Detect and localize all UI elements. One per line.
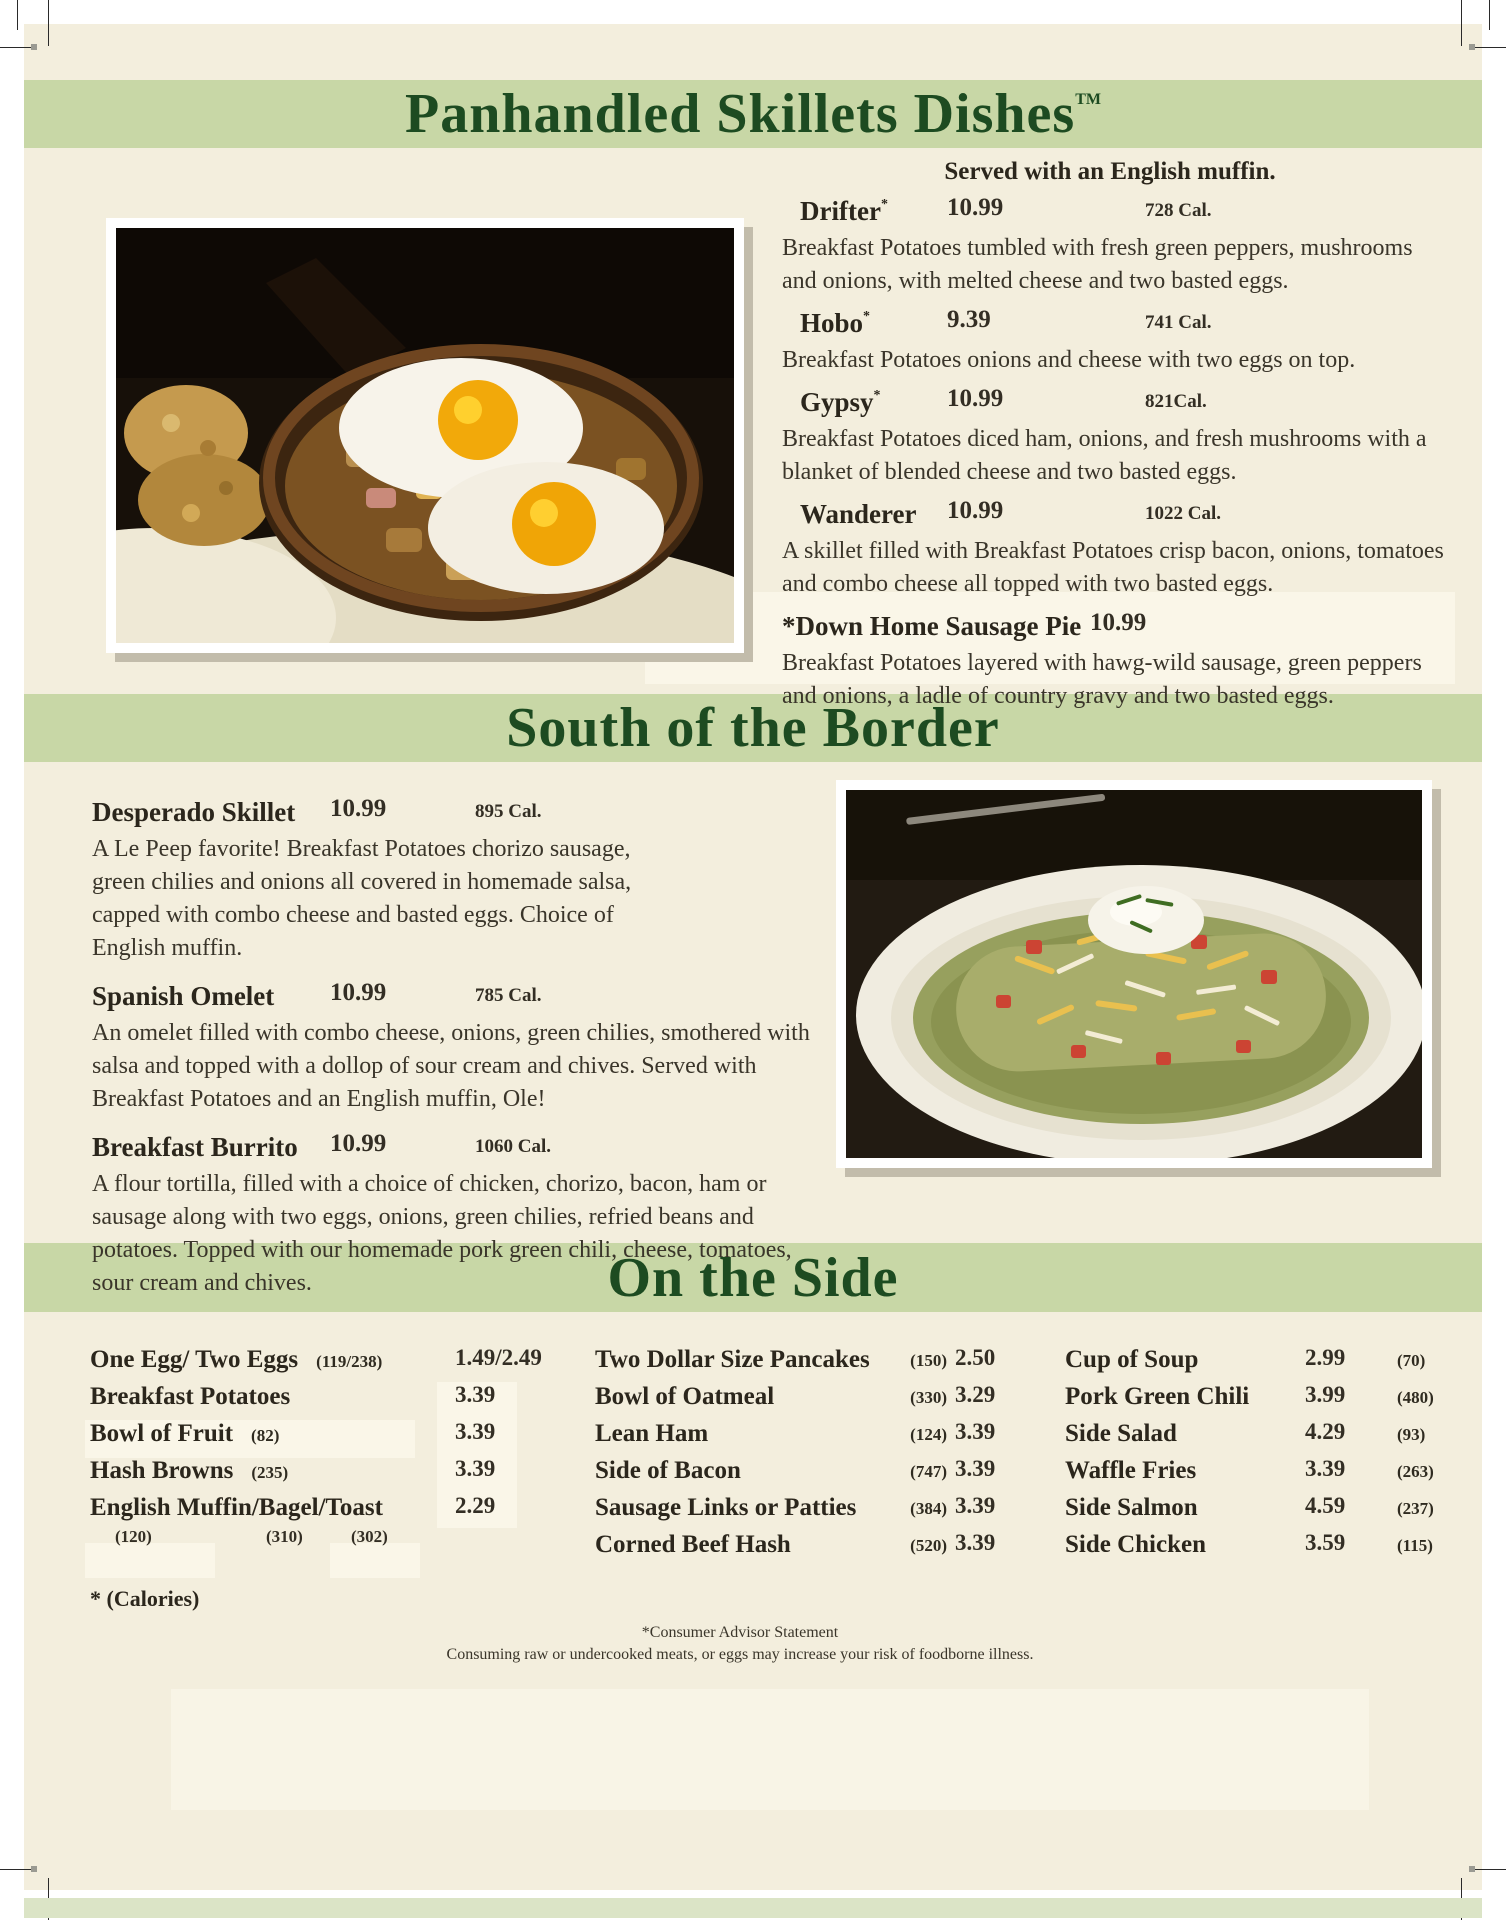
side-item (595, 1383, 1015, 1413)
registration-square (1469, 1866, 1475, 1872)
side-item-price: 2.29 (455, 1493, 496, 1518)
side-item-price: 3.39 (455, 1382, 496, 1407)
side-item (1065, 1531, 1485, 1561)
menu-item-description: An omelet filled with combo cheese, onions, green chilies, smothered with salsa and topped with a dollop of sour cream and chives. Served with Breakfast Potatoes and an English muffin, Ole! (92, 1020, 810, 1112)
menu-item-description: Breakfast Potatoes diced ham, onions, and fresh mushrooms with a blanket of blended cheese and two basted eggs. (782, 426, 1427, 485)
menu-item-price: 10.99 (947, 497, 1004, 524)
side-item-calories: (124) (910, 1425, 947, 1444)
crop-mark (1489, 0, 1490, 30)
menu-item-breakfast-burrito (75, 1132, 855, 1300)
side-item (1065, 1420, 1485, 1450)
menu-item-name (800, 499, 917, 529)
menu-item-spanish-omelet (75, 981, 855, 1116)
menu-item-name-text: Gypsy (800, 387, 874, 417)
menu-item-drifter (772, 196, 1462, 298)
side-item-price: 3.39 (955, 1456, 996, 1481)
side-item-name: One Egg/ Two Eggs (90, 1346, 299, 1373)
advisory-asterisk: * (873, 388, 881, 403)
side-item-name: Side of Bacon (595, 1457, 741, 1484)
bottom-green-strip (24, 1898, 1482, 1918)
side-item-calories: (480) (1397, 1388, 1434, 1407)
menu-item-down-home-sausage-pie (772, 611, 1462, 713)
side-item-calories: (115) (1397, 1536, 1433, 1555)
side-item-calories: (384) (910, 1499, 947, 1518)
menu-item-name: Breakfast Burrito (92, 1132, 298, 1162)
section-title-text: Panhandled Skillets Dishes (405, 83, 1076, 145)
sides-column-2 (595, 1346, 1015, 1568)
side-item-name: Corned Beef Hash (595, 1531, 791, 1558)
side-item (1065, 1494, 1485, 1524)
side-item-name: Side Chicken (1065, 1531, 1207, 1558)
side-item-price: 4.29 (1305, 1419, 1346, 1444)
menu-item-description: A skillet filled with Breakfast Potatoes crisp bacon, onions, tomatoes and combo cheese all topped with two basted eggs. (782, 538, 1444, 597)
section-title (405, 83, 1101, 145)
registration-square (1469, 44, 1475, 50)
side-item-sub-calories (70, 1527, 590, 1553)
side-item (595, 1346, 1015, 1376)
side-item-calories: (330) (910, 1388, 947, 1407)
menu-item-calories: 1022 Cal. (1145, 503, 1221, 524)
trademark-symbol: TM (1075, 91, 1101, 108)
side-item-price: 3.29 (955, 1382, 996, 1407)
menu-item-description: Breakfast Potatoes layered with hawg-wild sausage, green peppers and onions, a ladle of country gravy and two basted eggs. (782, 650, 1422, 709)
side-item-price: 3.39 (455, 1419, 496, 1444)
section-title: South of the Border (506, 697, 1000, 759)
menu-item-calories: 895 Cal. (475, 801, 542, 822)
menu-item-name-text: Hobo (800, 308, 864, 338)
menu-item-price: 10.99 (330, 979, 387, 1006)
menu-item-name (800, 387, 881, 417)
side-item-calories: (150) (910, 1351, 947, 1370)
crop-mark (1474, 1869, 1506, 1870)
advisor-title: *Consumer Advisor Statement (641, 1624, 839, 1641)
menu-item-wanderer (772, 499, 1462, 601)
side-item-name: English Muffin/Bagel/Toast (90, 1494, 383, 1521)
skillet-photo (106, 218, 744, 653)
menu-item-gypsy (772, 387, 1462, 489)
side-item-calories: (235) (251, 1463, 289, 1482)
calories-legend: * (Calories) (90, 1586, 200, 1611)
registration-square (31, 1866, 37, 1872)
side-item (595, 1457, 1015, 1487)
side-item-name: Waffle Fries (1065, 1457, 1197, 1484)
side-item-name: Side Salad (1065, 1420, 1177, 1447)
side-item-name: Bowl of Oatmeal (595, 1383, 775, 1410)
menu-item-description: A flour tortilla, filled with a choice of chicken, chorizo, bacon, ham or sausage along with two eggs, onions, green chilies, refried beans and potatoes. Topped with our homemade pork green chili, cheese, tomatoes, sour cream and chives. (92, 1171, 792, 1296)
bottom-blank-box (171, 1689, 1369, 1810)
side-item (70, 1383, 590, 1413)
menu-item-calories: 741 Cal. (1145, 312, 1212, 333)
advisory-asterisk: * (880, 197, 888, 212)
menu-item-calories: 785 Cal. (475, 985, 542, 1006)
side-item-name: Cup of Soup (1065, 1346, 1199, 1373)
side-item-calories: (747) (910, 1462, 947, 1481)
crop-mark (1461, 0, 1462, 46)
side-item-calories: (302) (351, 1527, 388, 1546)
skillets-item-list (772, 196, 1462, 723)
menu-item-price: 10.99 (1090, 609, 1147, 636)
advisory-asterisk: * (863, 309, 871, 324)
crop-mark (48, 0, 49, 46)
side-item (1065, 1457, 1485, 1487)
south-item-list (75, 797, 855, 1316)
section-title: On the Side (607, 1246, 899, 1309)
menu-item-description: Breakfast Potatoes onions and cheese with two eggs on top. (782, 347, 1356, 373)
side-item-calories: (120) (115, 1527, 152, 1546)
menu-item-description: Breakfast Potatoes tumbled with fresh green peppers, mushrooms and onions, with melted cheese and two basted eggs. (782, 235, 1413, 294)
side-item-price: 4.59 (1305, 1493, 1346, 1518)
side-item-price: 3.39 (1305, 1456, 1346, 1481)
menu-item-name (800, 308, 870, 338)
side-item-name: Bowl of Fruit (90, 1420, 234, 1447)
side-item-price: 3.39 (955, 1419, 996, 1444)
advisor-text: Consuming raw or undercooked meats, or eggs may increase your risk of foodborne illness. (446, 1646, 1034, 1663)
side-item-calories: (520) (910, 1536, 947, 1555)
menu-item-name (782, 611, 1081, 641)
side-item-price: 2.99 (1305, 1345, 1346, 1370)
side-item (1065, 1383, 1485, 1413)
menu-item-calories: 821Cal. (1145, 391, 1207, 412)
menu-item-desperado-skillet (75, 797, 855, 965)
menu-item-name-text: Wanderer (800, 499, 917, 529)
crop-mark (17, 0, 18, 30)
menu-item-name (800, 196, 888, 226)
menu-item-name: Desperado Skillet (92, 797, 296, 827)
crop-mark (1474, 47, 1506, 48)
skillet-photo-art (116, 228, 734, 643)
side-item (70, 1420, 590, 1450)
menu-item-name-text: Drifter (800, 196, 881, 226)
side-item-calories: (119/238) (316, 1352, 383, 1371)
menu-item-description: A Le Peep favorite! Breakfast Potatoes chorizo sausage, green chilies and onions all covered in homemade salsa, capped with combo cheese and basted eggs. Choice of English muffin. (92, 836, 632, 961)
side-item-name: Side Salmon (1065, 1494, 1198, 1521)
menu-item-name-text: *Down Home Sausage Pie (782, 611, 1082, 641)
side-item-calories: (310) (266, 1527, 303, 1546)
side-item-calories: (70) (1397, 1351, 1426, 1370)
side-item-price: 3.39 (455, 1456, 496, 1481)
menu-item-price: 10.99 (330, 795, 387, 822)
menu-item-hobo (772, 308, 1462, 377)
consumer-advisor-statement (0, 1622, 1480, 1666)
side-item-name: Sausage Links or Patties (595, 1494, 857, 1521)
burrito-photo-art (846, 790, 1422, 1158)
side-item (595, 1420, 1015, 1450)
sides-column-1 (70, 1346, 590, 1553)
menu-item-calories: 728 Cal. (1145, 200, 1212, 221)
side-item (70, 1346, 590, 1376)
side-item-price: 3.99 (1305, 1382, 1346, 1407)
menu-item-name: Spanish Omelet (92, 981, 275, 1011)
side-item-name: Breakfast Potatoes (90, 1383, 291, 1410)
side-item-name: Hash Browns (90, 1457, 234, 1484)
menu-item-calories: 1060 Cal. (475, 1136, 551, 1157)
crop-mark (0, 1869, 32, 1870)
side-item (595, 1531, 1015, 1561)
registration-square (31, 44, 37, 50)
sides-column-3 (1065, 1346, 1485, 1568)
menu-item-price: 10.99 (947, 194, 1004, 221)
side-item-price: 2.50 (955, 1345, 996, 1370)
side-item-calories: (82) (251, 1426, 280, 1445)
side-item-name: Two Dollar Size Pancakes (595, 1346, 870, 1373)
side-item-calories: (263) (1397, 1462, 1434, 1481)
side-item (70, 1494, 590, 1524)
side-item-name: Pork Green Chili (1065, 1383, 1250, 1410)
menu-item-price: 9.39 (947, 306, 991, 333)
side-item (1065, 1346, 1485, 1376)
side-item-price: 3.39 (955, 1530, 996, 1555)
side-item-calories: (237) (1397, 1499, 1434, 1518)
side-item (595, 1494, 1015, 1524)
crop-mark (0, 47, 32, 48)
menu-item-price: 10.99 (330, 1130, 387, 1157)
side-item-calories: (93) (1397, 1425, 1426, 1444)
skillets-note: Served with an English muffin. (944, 158, 1276, 185)
side-item (70, 1457, 590, 1487)
side-item-price: 1.49/2.49 (455, 1345, 542, 1370)
section-header-skillets (24, 80, 1482, 148)
side-item-price: 3.39 (955, 1493, 996, 1518)
side-item-name: Lean Ham (595, 1420, 709, 1447)
side-item-price: 3.59 (1305, 1530, 1346, 1555)
menu-item-price: 10.99 (947, 385, 1004, 412)
burrito-photo (836, 780, 1432, 1168)
